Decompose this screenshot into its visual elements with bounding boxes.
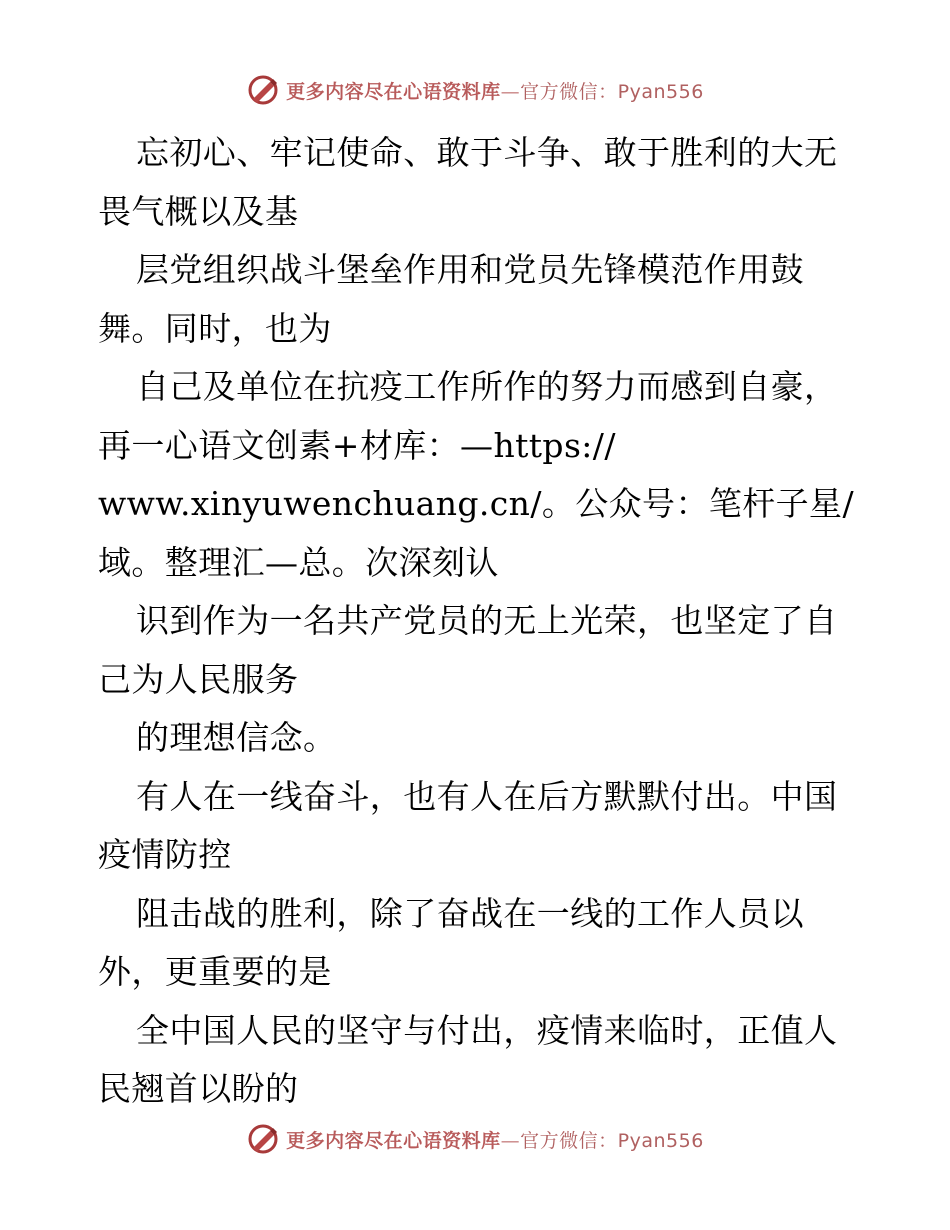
pen-circle-icon bbox=[246, 1122, 280, 1156]
text-line: 民翘首以盼的 bbox=[98, 1069, 299, 1108]
text-line: 域。整理汇—总。次深刻认 bbox=[98, 542, 499, 582]
text-line: 阻击战的胜利，除了奋战在一线的工作人员以 bbox=[136, 893, 804, 933]
text-line: 识到作为一名共产党员的无上光荣，也坚定了自 bbox=[136, 601, 838, 640]
text-line: 的理想信念。 bbox=[136, 718, 337, 757]
footer-banner-text bbox=[286, 1126, 704, 1153]
footer-banner bbox=[0, 1121, 950, 1157]
text-line: 己为人民服务 bbox=[98, 659, 299, 699]
footer-wechat: 官方微信：Pyan556 bbox=[520, 1129, 704, 1152]
text-line: 层党组织战斗堡垒作用和党员先锋模范作用鼓 bbox=[136, 250, 804, 289]
header-dash: — bbox=[500, 80, 521, 103]
text-line: 有人在一线奋斗，也有人在后方默默付出。中国 bbox=[136, 776, 838, 816]
text-line: 忘初心、牢记使命、敢于斗争、敢于胜利的大无 bbox=[136, 133, 838, 172]
pen-circle-icon bbox=[246, 73, 280, 107]
text-line: 自己及单位在抗疫工作所作的努力而感到自豪， bbox=[136, 367, 838, 406]
footer-dash: — bbox=[500, 1129, 521, 1152]
text-line: 外，更重要的是 bbox=[98, 952, 332, 991]
text-line: 再一心语文创素+材库：—https:// bbox=[98, 425, 616, 465]
document-body bbox=[98, 124, 888, 1119]
header-banner bbox=[0, 72, 950, 108]
text-line: www.xinyuwenchuang.cn/。公众号：笔杆子星/ bbox=[98, 484, 854, 523]
text-line: 全中国人民的坚守与付出，疫情来临时，正值人 bbox=[136, 1010, 838, 1050]
header-wechat: 官方微信：Pyan556 bbox=[520, 80, 704, 103]
header-banner-text bbox=[286, 77, 704, 104]
text-line: 舞。同时，也为 bbox=[98, 308, 332, 348]
footer-brand: 更多内容尽在心语资料库 bbox=[286, 1129, 501, 1152]
header-brand: 更多内容尽在心语资料库 bbox=[286, 80, 501, 103]
text-line: 疫情防控 bbox=[98, 835, 232, 874]
text-line: 畏气概以及基 bbox=[98, 191, 299, 231]
